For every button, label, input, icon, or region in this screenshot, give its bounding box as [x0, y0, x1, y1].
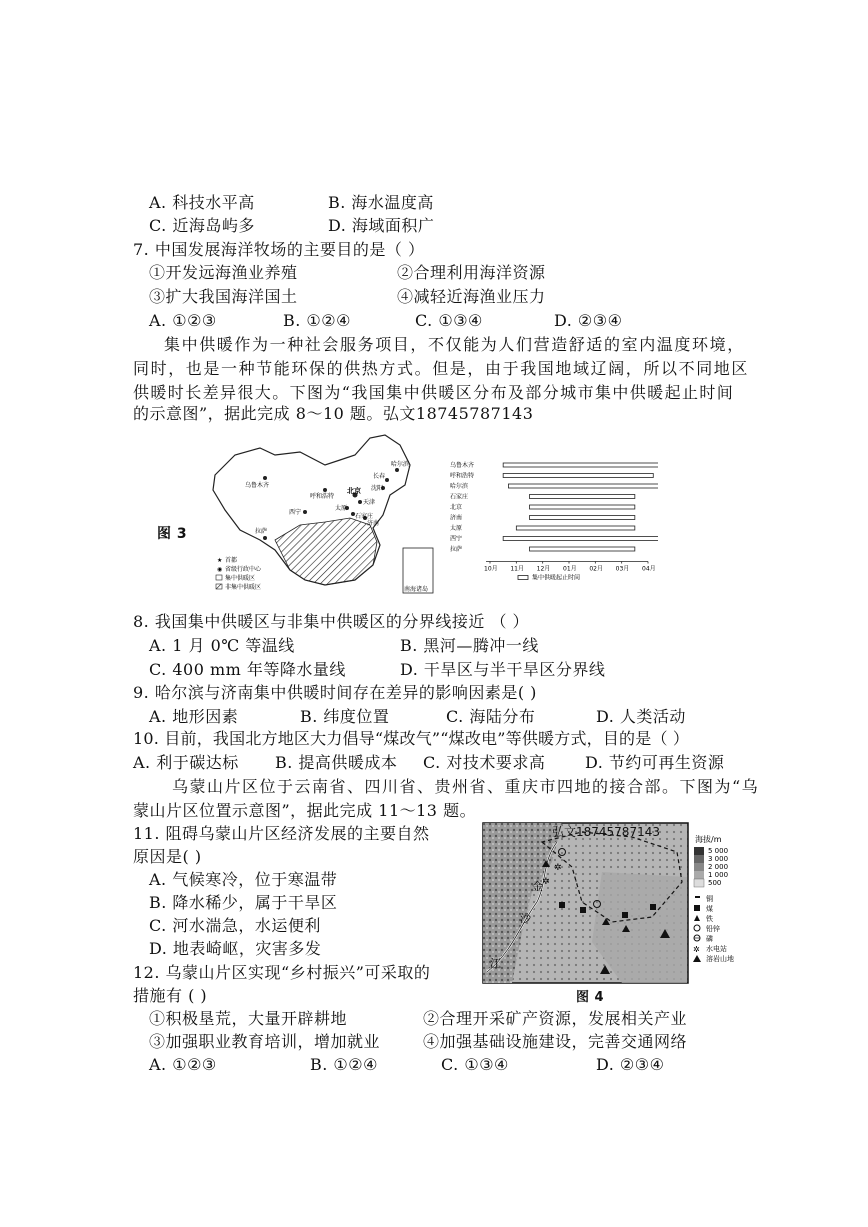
q7-option-a: A. ①②③ — [149, 311, 217, 330]
karst-legend-icon — [693, 955, 701, 962]
fig4-label: 图 4 — [576, 990, 605, 1005]
legend-label: 水电站 — [706, 945, 727, 953]
chart-x-tick-label: 01月 — [563, 565, 577, 573]
legend-label: 煤 — [706, 905, 713, 913]
hydropower-legend-icon: ✲ — [693, 945, 700, 954]
legend-label: 铅锌 — [706, 925, 720, 933]
chart-bar — [530, 547, 635, 551]
map-city-label: 拉萨 — [255, 528, 268, 535]
q6-option-b: B. 海水温度高 — [328, 193, 434, 212]
q7-item-4: ④减轻近海渔业压力 — [397, 287, 546, 306]
q8-option-b: B. 黑河—腾冲一线 — [400, 636, 539, 655]
fig4-wumeng-map — [482, 822, 744, 990]
legend-label: 非集中供暖区 — [225, 584, 262, 591]
q12-stem-line2: 措施有 ( ) — [133, 986, 208, 1005]
chart-category-label: 哈尔滨 — [450, 483, 469, 490]
q11-stem-line1: 11. 阻碍乌蒙山片区经济发展的主要自然 — [133, 824, 430, 843]
q6-option-c: C. 近海岛屿多 — [149, 216, 255, 235]
legend-label: 省级行政中心 — [225, 566, 262, 573]
passage1-line4: 的示意图”，据此完成 8～10 题。弘文18745787143 — [133, 404, 534, 423]
q6-option-d: D. 海域面积广 — [328, 216, 435, 235]
chart-x-tick-label: 11月 — [510, 565, 524, 573]
q11-option-d: D. 地表崎岖，灾害多发 — [149, 939, 322, 958]
q7-item-3: ③扩大我国海洋国土 — [149, 287, 298, 306]
q12-item-1: ①积极垦荒，大量开辟耕地 — [149, 1009, 348, 1028]
coal-legend-icon — [694, 905, 700, 911]
q9-option-a: A. 地形因素 — [149, 707, 239, 726]
elevation-level: 5 000 — [708, 847, 729, 855]
legend-label: 首都 — [225, 557, 238, 564]
q8-stem: 8. 我国集中供暖区与非集中供暖区的分界线接近 （ ） — [133, 612, 530, 631]
legend-capital: ★ — [217, 557, 223, 564]
q9-option-b: B. 纬度位置 — [300, 707, 390, 726]
q12-option-b: B. ①②④ — [310, 1055, 378, 1074]
elevation-level: 500 — [708, 879, 722, 887]
chart-category-label: 西宁 — [450, 535, 463, 543]
q12-item-4: ④加强基础设施建设，完善交通网络 — [423, 1032, 688, 1051]
q7-stem: 7. 中国发展海洋牧场的主要目的是（ ） — [133, 240, 425, 259]
chart-category-label: 石家庄 — [450, 493, 469, 501]
lead-zinc-legend-icon — [694, 925, 700, 931]
chart-category-label: 北京 — [450, 504, 463, 511]
legend-label: 铁 — [706, 915, 713, 923]
chart-bar — [530, 505, 635, 509]
q12-option-d: D. ②③④ — [596, 1055, 665, 1074]
coal-marker — [559, 902, 565, 908]
q7-item-2: ②合理利用海洋资源 — [397, 263, 546, 282]
map-city-label: 石家庄 — [355, 513, 374, 520]
passage2-line1: 乌蒙山片区位于云南省、四川省、贵州省、重庆市四地的接合部。下图为“乌 — [172, 777, 760, 796]
q12-item-3: ③加强职业教育培训，增加就业 — [149, 1032, 381, 1051]
passage1-line2: 同时，也是一种节能环保的供热方式。但是，由于我国地域辽阔，所以不同地区 — [133, 359, 750, 378]
chart-category-label: 拉萨 — [450, 546, 463, 553]
map-city-label: 长春 — [373, 473, 386, 480]
map-city-label: 乌鲁木齐 — [245, 482, 270, 489]
q9-option-c: C. 海陆分布 — [446, 707, 536, 726]
q6-option-a: A. 科技水平高 — [149, 193, 255, 212]
q7-option-d: D. ②③④ — [554, 311, 623, 330]
map-city-label: 沈阳 — [371, 485, 384, 492]
fig3-label: 图 3 — [157, 526, 188, 542]
legend-provincial: ◉ — [217, 566, 223, 573]
chart-x-tick-label: 10月 — [484, 565, 498, 573]
q12-stem-line1: 12. 乌蒙山片区实现“乡村振兴”可采取的 — [133, 963, 431, 982]
chart-category-label: 乌鲁木齐 — [450, 462, 475, 469]
hydropower-marker: ✲ — [542, 877, 550, 887]
chart-category-label: 太原 — [450, 525, 463, 532]
chart-x-tick-label: 12月 — [536, 565, 551, 573]
q8-option-d: D. 干旱区与半干旱区分界线 — [400, 660, 606, 679]
q8-option-c: C. 400 mm 年等降水量线 — [149, 660, 346, 679]
q11-option-c: C. 河水湍急，水运便利 — [149, 916, 321, 935]
chart-category-label: 济南 — [450, 514, 463, 522]
q12-option-a: A. ①②③ — [149, 1055, 217, 1074]
q10-option-d: D. 节约可再生资源 — [585, 753, 725, 772]
river-label-jin: 金 — [532, 880, 543, 893]
q11-option-b: B. 降水稀少，属于干旱区 — [149, 893, 338, 912]
map-city-label: 济南 — [367, 520, 380, 527]
map-city-label: 北京 — [347, 487, 361, 495]
chart-x-tick-label: 02月 — [589, 565, 603, 573]
elevation-level: 3 000 — [708, 855, 729, 863]
q7-option-b: B. ①②④ — [283, 311, 351, 330]
fig3-china-map — [205, 430, 445, 600]
map-city-label: 西宁 — [289, 509, 302, 516]
map-city-label: 呼和浩特 — [310, 493, 335, 500]
river-label-sha: 沙 — [520, 912, 531, 925]
city-harbin-marker — [395, 468, 399, 472]
q10-option-b: B. 提高供暖成本 — [275, 753, 398, 772]
chart-legend-swatch — [518, 576, 528, 580]
q10-stem: 10. 目前，我国北方地区大力倡导“煤改气”“煤改电”等供暖方式，目的是（ ） — [133, 729, 690, 748]
coal-marker — [580, 907, 586, 913]
coal-marker — [622, 912, 628, 918]
q7-option-c: C. ①③④ — [415, 311, 483, 330]
passage2-line2: 蒙山片区位置示意图”，据此完成 11～13 题。 — [133, 801, 477, 820]
q11-stem-line2: 原因是( ) — [133, 847, 202, 866]
q10-option-c: C. 对技术要求高 — [423, 753, 546, 772]
fig3-heating-chart — [448, 455, 658, 600]
map-city-label: 太原 — [335, 505, 348, 512]
chart-category-label: 呼和浩特 — [450, 472, 475, 480]
legend-label: 磷 — [706, 935, 713, 943]
chart-bar — [516, 526, 635, 530]
q9-stem: 9. 哈尔滨与济南集中供暖时间存在差异的影响因素是( ) — [133, 683, 537, 702]
q8-option-a: A. 1 月 0℃ 等温线 — [149, 636, 295, 655]
chart-bar — [503, 463, 658, 467]
chart-bar — [503, 537, 658, 541]
q12-option-c: C. ①③④ — [441, 1055, 509, 1074]
chart-bar — [530, 495, 635, 499]
elevation-level: 2 000 — [708, 863, 729, 871]
passage1-line3: 供暖时长差异很大。下图为“我国集中供暖区分布及部分城市集中供暖起止时间 — [133, 383, 735, 402]
fig4-watermark: 弘文18745787143 — [552, 825, 660, 839]
legend-label: 集中供暖区 — [225, 575, 256, 582]
elevation-level: 1 000 — [708, 871, 729, 879]
q11-option-a: A. 气候寒冷，位于寒温带 — [149, 870, 338, 889]
passage1-line1: 集中供暖作为一种社会服务项目，不仅能为人们营造舒适的室内温度环境， — [164, 335, 745, 354]
chart-x-tick-label: 03月 — [615, 565, 630, 573]
q7-item-1: ①开发远海渔业养殖 — [149, 263, 298, 282]
chart-bar — [503, 474, 653, 478]
hydropower-marker: ✲ — [554, 863, 562, 873]
inset-label: 南海诸岛 — [404, 586, 429, 593]
chart-legend-label: 集中供暖起止时间 — [532, 574, 581, 582]
q10-option-a: A. 利于碳达标 — [133, 753, 239, 772]
elevation-title: 海拔/m — [695, 835, 722, 844]
q12-item-2: ②合理开采矿产资源，发展相关产业 — [423, 1009, 688, 1028]
river-label-jiang: 江 — [490, 957, 501, 970]
legend-label: 溶岩山地 — [706, 955, 734, 963]
legend-label: 铜 — [706, 895, 713, 903]
chart-bar — [530, 516, 635, 520]
iron-legend-icon — [694, 915, 700, 921]
copper-legend-icon — [695, 896, 700, 898]
q9-option-d: D. 人类活动 — [596, 707, 686, 726]
map-city-label: 哈尔滨 — [391, 461, 410, 468]
coal-marker — [650, 904, 656, 910]
map-city-label: 天津 — [363, 499, 376, 506]
chart-bar — [508, 484, 658, 488]
chart-x-tick-label: 04月 — [642, 565, 656, 573]
